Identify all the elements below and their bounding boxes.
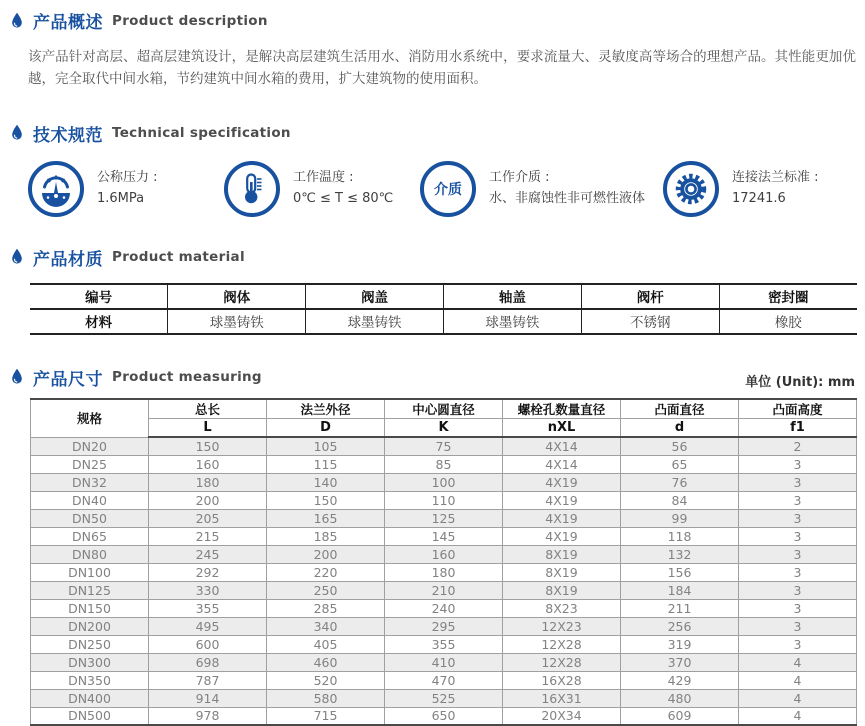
- water-drop-icon: [10, 368, 24, 386]
- spec-text: [97, 168, 158, 210]
- spec-value: 水、非腐蚀性非可燃性液体: [489, 190, 646, 206]
- dimension-cell: 460: [267, 653, 385, 671]
- dimension-cell: 8X23: [503, 599, 621, 617]
- dimension-cell: 520: [267, 671, 385, 689]
- medium-icon: [420, 161, 476, 217]
- col-header-zh: 凸面直径: [621, 399, 739, 419]
- dimension-cell: 145: [385, 527, 503, 545]
- dimension-cell: 110: [385, 491, 503, 509]
- dimension-cell: 12X28: [503, 635, 621, 653]
- dimension-cell: 156: [621, 563, 739, 581]
- spec-text: [489, 168, 645, 210]
- section-title-en: Product description: [112, 12, 268, 29]
- dimension-cell: 698: [149, 653, 267, 671]
- material-cell: 球墨铸铁: [168, 309, 306, 334]
- spec-label: 连接法兰标准 :: [732, 169, 819, 185]
- col-header-zh: 总长: [149, 399, 267, 419]
- dimension-cell: 160: [149, 455, 267, 473]
- table-row: [31, 527, 857, 545]
- thermometer-icon: [224, 161, 280, 217]
- dimension-cell: 4X19: [503, 473, 621, 491]
- spec-name-cell: DN250: [31, 635, 149, 653]
- table-row: [31, 653, 857, 671]
- spec-name-cell: DN32: [31, 473, 149, 491]
- dimension-cell: 84: [621, 491, 739, 509]
- dimension-cell: 99: [621, 509, 739, 527]
- material-cell: 球墨铸铁: [443, 309, 581, 334]
- material-col-header: 阀体: [168, 284, 306, 309]
- section-header-spec: [10, 121, 857, 146]
- spec-item-pressure: [28, 161, 224, 217]
- dimension-cell: 4: [739, 707, 857, 725]
- dimension-cell: 600: [149, 635, 267, 653]
- dimension-cell: 3: [739, 617, 857, 635]
- table-row: [31, 671, 857, 689]
- spec-name-cell: DN25: [31, 455, 149, 473]
- section-title-zh: 产品概述: [33, 13, 103, 33]
- table-row: [31, 635, 857, 653]
- section-title-zh: 产品材质: [33, 249, 103, 270]
- row-label: 材料: [30, 309, 168, 334]
- water-drop-icon: [10, 248, 24, 266]
- dimension-cell: 3: [739, 509, 857, 527]
- dimension-cell: 185: [267, 527, 385, 545]
- material-cell: 橡胶: [719, 309, 857, 334]
- dimension-cell: 4: [739, 671, 857, 689]
- product-description-text: 该产品针对高层、超高层建筑设计，是解决高层建筑生活用水、消防用水系统中，要求流量大、灵敏度高等场合的理想产品。其性能更加优越，完全取代中间水箱，节约建筑中间水箱的费用，扩大建筑物的使用面积。: [28, 49, 856, 88]
- dimension-cell: 205: [149, 509, 267, 527]
- dimension-cell: 8X19: [503, 545, 621, 563]
- spec-text: [732, 168, 819, 210]
- dimension-cell: 787: [149, 671, 267, 689]
- col-header-spec: 规格: [31, 399, 149, 438]
- dimension-cell: 200: [267, 545, 385, 563]
- spec-name-cell: DN500: [31, 707, 149, 725]
- dimension-cell: 16X28: [503, 671, 621, 689]
- material-cell: 球墨铸铁: [306, 309, 444, 334]
- section-title-zh: 产品尺寸: [33, 369, 103, 390]
- dimension-cell: 405: [267, 635, 385, 653]
- spec-name-cell: DN40: [31, 491, 149, 509]
- dimension-cell: 12X28: [503, 653, 621, 671]
- dimension-cell: 115: [267, 455, 385, 473]
- dimension-cell: 245: [149, 545, 267, 563]
- dimension-cell: 370: [621, 653, 739, 671]
- dimension-cell: 211: [621, 599, 739, 617]
- dimension-cell: 292: [149, 563, 267, 581]
- dimension-cell: 3: [739, 581, 857, 599]
- table-row: [31, 689, 857, 707]
- dimension-cell: 65: [621, 455, 739, 473]
- dimension-cell: 2: [739, 437, 857, 455]
- spec-items-row: [28, 161, 857, 217]
- dimension-cell: 56: [621, 437, 739, 455]
- dimension-cell: 4X19: [503, 527, 621, 545]
- col-header-zh: 凸面高度: [739, 399, 857, 419]
- col-header-code: D: [267, 418, 385, 437]
- spec-name-cell: DN200: [31, 617, 149, 635]
- dimension-cell: 480: [621, 689, 739, 707]
- dimension-cell: 3: [739, 455, 857, 473]
- spec-item-temperature: [224, 161, 420, 217]
- dimension-cell: 580: [267, 689, 385, 707]
- dimension-cell: 105: [267, 437, 385, 455]
- spec-item-flange-standard: [663, 161, 857, 217]
- table-row: [31, 581, 857, 599]
- material-cell: 不锈钢: [581, 309, 719, 334]
- table-row: [31, 509, 857, 527]
- dimension-cell: 200: [149, 491, 267, 509]
- dimension-cell: 914: [149, 689, 267, 707]
- table-row: [31, 437, 857, 455]
- dimension-cell: 150: [267, 491, 385, 509]
- material-col-header: 编号: [30, 284, 168, 309]
- dimension-cell: 609: [621, 707, 739, 725]
- dimension-cell: 319: [621, 635, 739, 653]
- dimension-cell: 355: [385, 635, 503, 653]
- dimension-cell: 4X19: [503, 509, 621, 527]
- dimension-cell: 125: [385, 509, 503, 527]
- dimension-cell: 4: [739, 689, 857, 707]
- col-header-code: L: [149, 418, 267, 437]
- dimension-cell: 250: [267, 581, 385, 599]
- unit-label: 单位 (Unit): mm: [745, 374, 855, 390]
- section-header-measuring: [10, 365, 262, 390]
- dimension-cell: 160: [385, 545, 503, 563]
- dimension-cell: 330: [149, 581, 267, 599]
- section-title-en: Product material: [112, 249, 245, 266]
- spec-name-cell: DN300: [31, 653, 149, 671]
- dimension-cell: 470: [385, 671, 503, 689]
- dimension-cell: 180: [385, 563, 503, 581]
- dimension-cell: 85: [385, 455, 503, 473]
- dimension-cell: 3: [739, 527, 857, 545]
- table-row: [31, 473, 857, 491]
- dimension-cell: 8X19: [503, 563, 621, 581]
- dimension-cell: 12X23: [503, 617, 621, 635]
- dimension-cell: 3: [739, 491, 857, 509]
- col-header-code: d: [621, 418, 739, 437]
- dimension-cell: 220: [267, 563, 385, 581]
- col-header-code: f1: [739, 418, 857, 437]
- col-header-zh: 中心圆直径: [385, 399, 503, 419]
- dimension-cell: 256: [621, 617, 739, 635]
- spec-name-cell: DN50: [31, 509, 149, 527]
- measuring-section-header: [8, 365, 857, 390]
- section-title-en: Product measuring: [112, 369, 262, 386]
- dimension-cell: 184: [621, 581, 739, 599]
- col-header-zh: 螺栓孔数量直径: [503, 399, 621, 419]
- spec-value: 17241.6: [732, 190, 786, 206]
- col-header-code: nXL: [503, 418, 621, 437]
- flange-gear-icon: [663, 161, 719, 217]
- dimension-cell: 210: [385, 581, 503, 599]
- dimension-cell: 165: [267, 509, 385, 527]
- dimension-cell: 978: [149, 707, 267, 725]
- material-col-header: 阀盖: [306, 284, 444, 309]
- product-material-table: [30, 283, 857, 335]
- dimension-cell: 4: [739, 653, 857, 671]
- dimension-cell: 3: [739, 635, 857, 653]
- spec-name-cell: DN400: [31, 689, 149, 707]
- table-row: [31, 491, 857, 509]
- dimension-cell: 8X19: [503, 581, 621, 599]
- spec-value: 1.6MPa: [97, 190, 145, 206]
- spec-text: [293, 168, 393, 210]
- spec-value: 0℃ ≤ T ≤ 80℃: [293, 190, 394, 206]
- dimension-cell: 4X14: [503, 437, 621, 455]
- spec-label: 公称压力 :: [97, 169, 158, 185]
- dimension-cell: 429: [621, 671, 739, 689]
- section-header-material: [10, 245, 857, 270]
- dimension-cell: 715: [267, 707, 385, 725]
- material-col-header: 密封圈: [719, 284, 857, 309]
- water-drop-icon: [10, 124, 24, 142]
- dimension-cell: 16X31: [503, 689, 621, 707]
- table-row: [31, 617, 857, 635]
- product-measuring-table: [30, 398, 857, 726]
- table-row: [30, 309, 857, 334]
- dimension-cell: 525: [385, 689, 503, 707]
- dimension-cell: 410: [385, 653, 503, 671]
- dimension-cell: 180: [149, 473, 267, 491]
- spec-item-medium: [420, 161, 663, 217]
- dimension-cell: 650: [385, 707, 503, 725]
- section-title-en: Technical specification: [112, 125, 291, 142]
- dimension-cell: 132: [621, 545, 739, 563]
- table-row: [31, 563, 857, 581]
- dimension-cell: 240: [385, 599, 503, 617]
- spec-name-cell: DN80: [31, 545, 149, 563]
- dimension-cell: 340: [267, 617, 385, 635]
- table-row: [31, 707, 857, 725]
- dimension-cell: 76: [621, 473, 739, 491]
- spec-label: 工作介质 :: [489, 169, 550, 185]
- col-header-zh: 法兰外径: [267, 399, 385, 419]
- medium-icon-text: 介质: [434, 181, 462, 198]
- dimension-cell: 3: [739, 563, 857, 581]
- section-header-overview: [10, 8, 857, 33]
- dimension-cell: 3: [739, 473, 857, 491]
- measuring-header-row-zh: [31, 399, 857, 419]
- pressure-gauge-icon: [28, 161, 84, 217]
- table-row: [31, 545, 857, 563]
- spec-label: 工作温度 :: [293, 169, 354, 185]
- dimension-cell: 3: [739, 545, 857, 563]
- dimension-cell: 150: [149, 437, 267, 455]
- table-row: [31, 455, 857, 473]
- table-row: [31, 599, 857, 617]
- dimension-cell: 118: [621, 527, 739, 545]
- spec-name-cell: DN150: [31, 599, 149, 617]
- dimension-cell: 100: [385, 473, 503, 491]
- water-drop-icon: [10, 12, 24, 30]
- dimension-cell: 215: [149, 527, 267, 545]
- dimension-cell: 355: [149, 599, 267, 617]
- dimension-cell: 4X19: [503, 491, 621, 509]
- col-header-code: K: [385, 418, 503, 437]
- material-col-header: 阀杆: [581, 284, 719, 309]
- dimension-cell: 20X34: [503, 707, 621, 725]
- material-header-row: [30, 284, 857, 309]
- spec-name-cell: DN20: [31, 437, 149, 455]
- spec-name-cell: DN125: [31, 581, 149, 599]
- measuring-header-row-code: [31, 418, 857, 437]
- dimension-cell: 140: [267, 473, 385, 491]
- dimension-cell: 285: [267, 599, 385, 617]
- section-title-zh: 技术规范: [33, 125, 103, 146]
- spec-name-cell: DN65: [31, 527, 149, 545]
- dimension-cell: 3: [739, 599, 857, 617]
- dimension-cell: 75: [385, 437, 503, 455]
- dimension-cell: 4X14: [503, 455, 621, 473]
- spec-name-cell: DN100: [31, 563, 149, 581]
- spec-name-cell: DN350: [31, 671, 149, 689]
- material-col-header: 轴盖: [443, 284, 581, 309]
- dimension-cell: 295: [385, 617, 503, 635]
- dimension-cell: 495: [149, 617, 267, 635]
